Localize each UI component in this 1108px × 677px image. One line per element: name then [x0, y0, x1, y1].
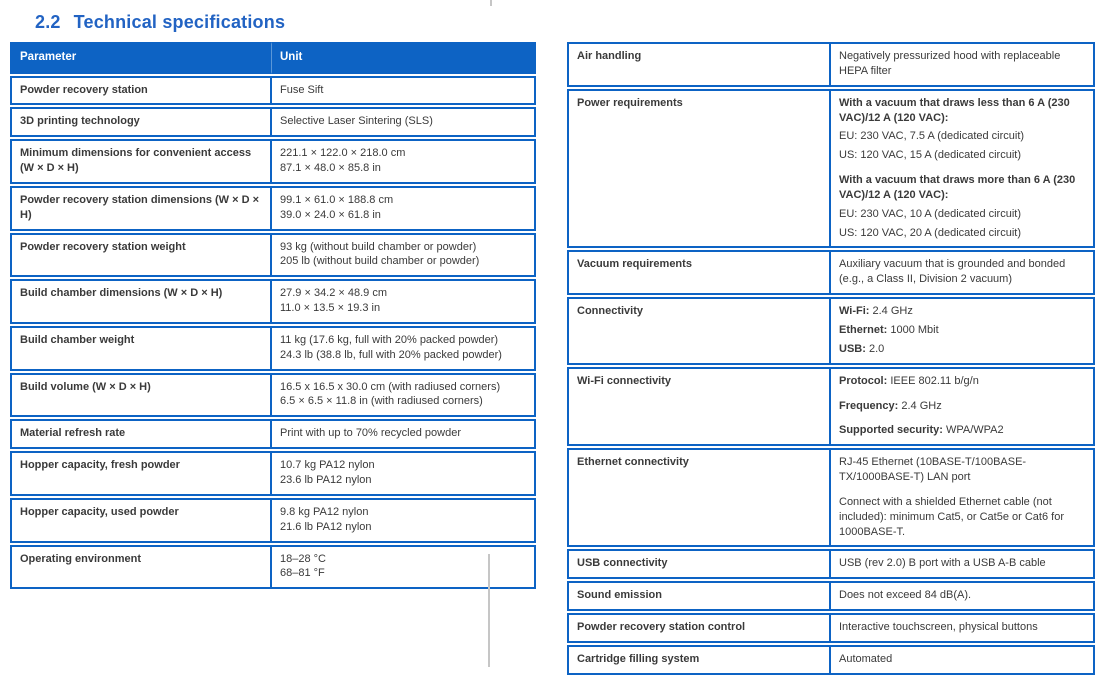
value-line: 221.1 × 122.0 × 218.0 cm: [280, 147, 406, 160]
value-cell: [271, 233, 536, 278]
value-cell: [830, 89, 1095, 249]
value-line: With a vacuum that draws less than 6 A (230 VAC)/12 A (120 VAC):: [839, 96, 1070, 124]
value-line: Fuse Sift: [280, 83, 324, 96]
parameter-cell: Hopper capacity, fresh powder: [10, 451, 271, 496]
value-cell: [271, 545, 536, 590]
parameter-cell: Material refresh rate: [10, 419, 271, 449]
value-line: Negatively pressurized hood with replaceable HEPA filter: [839, 50, 1061, 77]
parameter-cell: Powder recovery station: [10, 76, 271, 106]
value-line: Automated: [839, 652, 893, 665]
value-cell: [271, 107, 536, 137]
value-line: 68–81 °F: [280, 567, 325, 580]
value-line: 9.8 kg PA12 nylon: [280, 505, 369, 518]
value-cell: [830, 549, 1095, 579]
parameter-cell: Connectivity: [567, 297, 830, 365]
spec-table-left: [10, 40, 536, 591]
value-cell: [271, 76, 536, 106]
parameter-cell: Powder recovery station dimensions (W × D × H): [10, 186, 271, 231]
spec-row: [567, 297, 1095, 365]
header-row: [10, 42, 536, 74]
value-line: 11.0 × 13.5 × 19.3 in: [280, 302, 381, 315]
spec-table-header: [10, 42, 536, 74]
parameter-cell: Operating environment: [10, 545, 271, 590]
spec-row: [10, 545, 536, 590]
parameter-cell: Vacuum requirements: [567, 250, 830, 295]
value-line: USB (rev 2.0) B port with a USB A-B cable: [839, 557, 1046, 570]
value-line: 205 lb (without build chamber or powder): [280, 255, 480, 268]
value-line: USB: 2.0: [839, 342, 885, 355]
parameter-cell: Powder recovery station weight: [10, 233, 271, 278]
spec-row: [10, 76, 536, 106]
parameter-cell: Build volume (W × D × H): [10, 373, 271, 418]
value-cell: [271, 139, 536, 184]
spec-row: [10, 186, 536, 231]
spec-row: [10, 373, 536, 418]
value-cell: [830, 297, 1095, 365]
value-cell: [830, 42, 1095, 87]
value-line: 39.0 × 24.0 × 61.8 in: [280, 208, 381, 221]
value-line: 6.5 × 6.5 × 11.8 in (with radiused corners): [280, 395, 483, 408]
value-line: 18–28 °C: [280, 552, 326, 565]
parameter-cell: USB connectivity: [567, 549, 830, 579]
value-cell: [271, 373, 536, 418]
value-cell: [271, 186, 536, 231]
parameter-cell: Hopper capacity, used powder: [10, 498, 271, 543]
value-line: Ethernet: 1000 Mbit: [839, 323, 939, 336]
value-line: 10.7 kg PA12 nylon: [280, 459, 375, 472]
parameter-cell: Air handling: [567, 42, 830, 87]
value-line: Does not exceed 84 dB(A).: [839, 589, 972, 602]
value-cell: [830, 645, 1095, 675]
spec-table-left-body: [10, 76, 536, 590]
value-line: EU: 230 VAC, 7.5 A (dedicated circuit): [839, 130, 1025, 143]
spec-row: [567, 448, 1095, 547]
spec-row: [10, 326, 536, 371]
value-line: Connect with a shielded Ethernet cable (not included): minimum Cat5, or Cat5e or Cat6 for 1000BASE-T.: [839, 495, 1064, 538]
value-cell: [271, 498, 536, 543]
spec-row: [10, 419, 536, 449]
page-divider-line-bottom: [488, 554, 490, 667]
parameter-cell: 3D printing technology: [10, 107, 271, 137]
value-line: Auxiliary vacuum that is grounded and bonded (e.g., a Class II, Division 2 vacuum): [839, 258, 1066, 286]
value-line: With a vacuum that draws more than 6 A (230 VAC)/12 A (120 VAC):: [839, 174, 1076, 201]
spec-row: [567, 89, 1095, 249]
value-line: 11 kg (17.6 kg, full with 20% packed powder): [280, 333, 499, 346]
value-line: 99.1 × 61.0 × 188.8 cm: [280, 193, 394, 206]
value-cell: [271, 326, 536, 371]
value-line: EU: 230 VAC, 10 A (dedicated circuit): [839, 207, 1021, 220]
value-line: 23.6 lb PA12 nylon: [280, 474, 372, 487]
value-line: Wi-Fi: 2.4 GHz: [839, 305, 913, 318]
spec-row: [567, 250, 1095, 295]
parameter-cell: Wi-Fi connectivity: [567, 367, 830, 447]
value-line: Selective Laser Sintering (SLS): [280, 115, 433, 128]
value-line: Supported security: WPA/WPA2: [839, 424, 1004, 437]
value-line: Interactive touchscreen, physical buttons: [839, 621, 1038, 634]
value-cell: [271, 419, 536, 449]
spec-table-right-body: [567, 42, 1095, 675]
value-line: US: 120 VAC, 15 A (dedicated circuit): [839, 149, 1021, 162]
parameter-cell: Ethernet connectivity: [567, 448, 830, 547]
value-line: 24.3 lb (38.8 lb, full with 20% packed powder): [280, 348, 502, 361]
value-line: 16.5 x 16.5 x 30.0 cm (with radiused corners): [280, 380, 501, 393]
value-line: Print with up to 70% recycled powder: [280, 427, 461, 440]
value-cell: [271, 279, 536, 324]
spec-row: [10, 279, 536, 324]
parameter-cell: Powder recovery station control: [567, 613, 830, 643]
section-heading: [35, 12, 285, 33]
parameter-cell: Sound emission: [567, 581, 830, 611]
value-line: 93 kg (without build chamber or powder): [280, 240, 477, 253]
spec-row: [567, 581, 1095, 611]
spec-row: [567, 367, 1095, 447]
spec-row: [10, 498, 536, 543]
value-line: US: 120 VAC, 20 A (dedicated circuit): [839, 226, 1021, 239]
parameter-cell: Cartridge filling system: [567, 645, 830, 675]
spec-row: [567, 613, 1095, 643]
parameter-cell: Build chamber dimensions (W × D × H): [10, 279, 271, 324]
spec-table-right: [567, 40, 1095, 677]
value-cell: [830, 581, 1095, 611]
value-line: Protocol: IEEE 802.11 b/g/n: [839, 374, 979, 387]
value-cell: [271, 451, 536, 496]
value-line: 21.6 lb PA12 nylon: [280, 520, 372, 533]
value-line: 87.1 × 48.0 × 85.8 in: [280, 162, 381, 175]
spec-row: [10, 451, 536, 496]
value-cell: [830, 613, 1095, 643]
page-divider-line-top: [490, 0, 492, 6]
parameter-cell: Power requirements: [567, 89, 830, 249]
spec-row: [567, 645, 1095, 675]
value-cell: [830, 250, 1095, 295]
section-title: Technical specifications: [73, 12, 286, 32]
value-cell: [830, 367, 1095, 447]
value-line: Frequency: 2.4 GHz: [839, 399, 942, 412]
parameter-cell: Minimum dimensions for convenient access (W × D × H): [10, 139, 271, 184]
column-header-parameter: Parameter: [10, 42, 271, 74]
value-line: 27.9 × 34.2 × 48.9 cm: [280, 287, 388, 300]
parameter-cell: Build chamber weight: [10, 326, 271, 371]
spec-row: [10, 139, 536, 184]
spec-row: [567, 42, 1095, 87]
value-line: RJ-45 Ethernet (10BASE-T/100BASE-TX/1000BASE-T) LAN port: [839, 456, 1027, 484]
column-header-unit: Unit: [271, 42, 536, 74]
section-number: 2.2: [35, 12, 61, 32]
spec-row: [10, 107, 536, 137]
spec-row: [567, 549, 1095, 579]
spec-row: [10, 233, 536, 278]
value-cell: [830, 448, 1095, 547]
